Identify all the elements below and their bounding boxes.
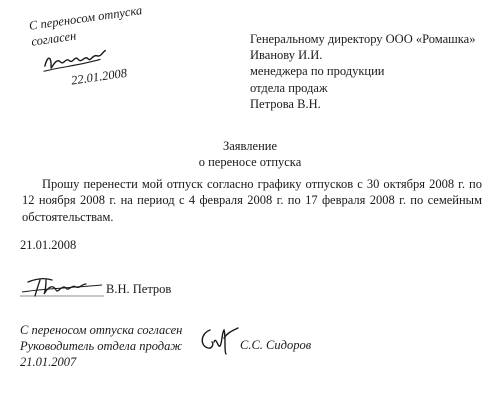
addressee-line: Иванову И.И.: [250, 48, 323, 63]
manager-line-1: С переносом отпуска согласен: [20, 323, 183, 337]
addressee-line: Генеральному директору ООО «Ромашка»: [250, 32, 476, 46]
manager-date: 21.01.2007: [20, 355, 77, 370]
addressee-line: отдела продаж: [250, 80, 328, 95]
approval-resolution: [28, 0, 187, 93]
manager-signature: [196, 322, 240, 356]
manager-line-2: Руководитель отдела продаж: [20, 339, 183, 354]
applicant-signature: [18, 272, 104, 300]
addressee-line: менеджера по продукции: [250, 64, 385, 79]
resolution-line-2: согласен: [30, 28, 78, 49]
request-body: Прошу перенести мой отпуск согласно графику отпусков с 30 октября 2008 г. по 12 ноября 2008 г. на период с 4 февраля 2008 г. по 17 февраля 2008 г. по семейным обстоятельствам.: [22, 177, 482, 224]
document-title: [0, 138, 500, 170]
addressee-block: [250, 31, 495, 112]
resolution-date: 22.01.2008: [70, 65, 128, 88]
manager-name: С.С. Сидоров: [240, 338, 312, 352]
resolution-line-1: С переносом отпуска: [28, 3, 144, 33]
applicant-name: В.Н. Петров: [106, 282, 172, 296]
manager-approval: [20, 322, 182, 371]
title-line-2: о переносе отпуска: [198, 155, 302, 169]
document-date: 21.01.2008: [20, 238, 77, 252]
addressee-line: Петрова В.Н.: [250, 96, 321, 111]
title-line-1: Заявление: [222, 139, 277, 153]
